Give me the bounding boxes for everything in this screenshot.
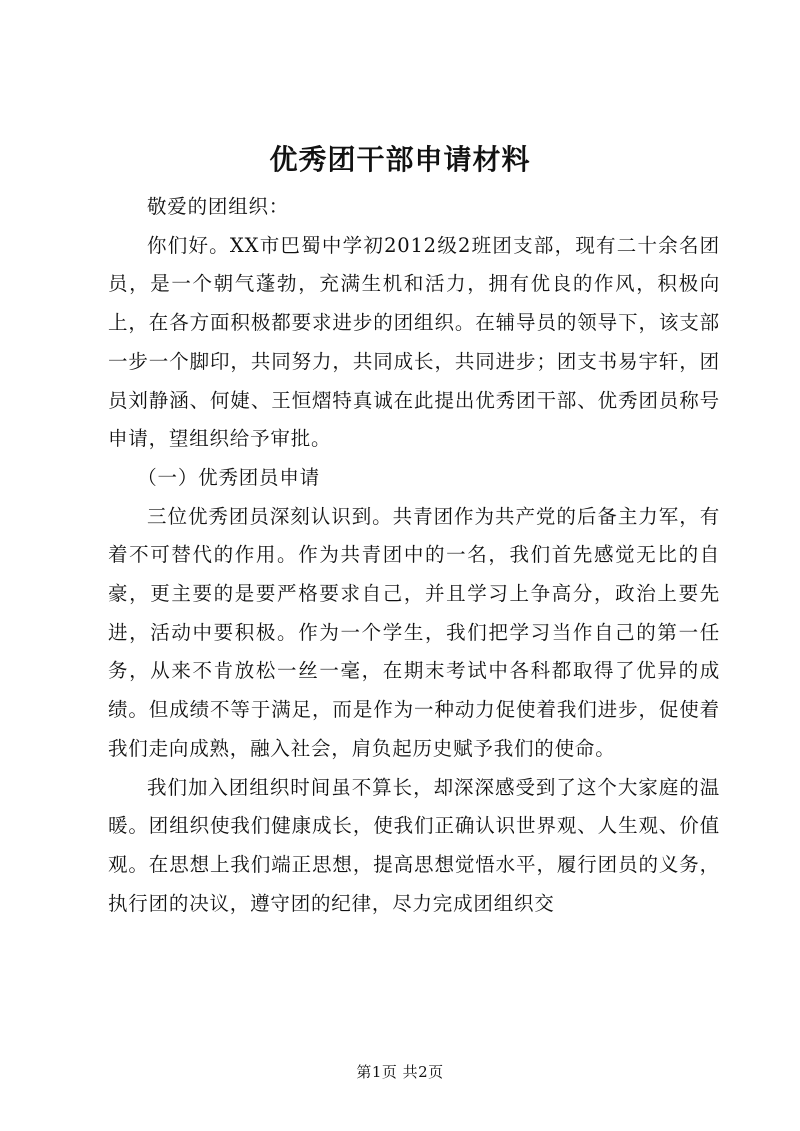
document-title: 优秀团干部申请材料: [269, 143, 531, 176]
body-paragraph: 我们加入团组织时间虽不算长，却深深感受到了这个大家庭的温暖。团组织使我们健康成长，使我们正确认识世界观、人生观、价值观。在思想上我们端正思想，提高思想觉悟水平，履行团员的义务，执行团的决议，遵守团的纪律，尽力完成团组织交: [108, 775, 720, 915]
section-heading: （一）优秀团员申请: [137, 465, 320, 489]
salutation: 敬爱的团组织：: [147, 195, 290, 218]
body-paragraph-intro: 你们好。XX市巴蜀中学初2012级2班团支部，现有二十余名团员，是一个朝气蓬勃，充满生机和活力，拥有优良的作风，积极向上，在各方面积极都要求进步的团组织。在辅导员的领导下，该支部一步一个脚印，共同努力，共同成长，共同进步；团支书易宇轩，团员刘静涵、何婕、王恒熠特真诚在此提出优秀团干部、优秀团员称号申请，望组织给予审批。: [108, 233, 720, 451]
body-paragraph: 三位优秀团员深刻认识到。共青团作为共产党的后备主力军，有着不可替代的作用。作为共青团中的一名，我们首先感觉无比的自豪，更主要的是要严格要求自己，并且学习上争高分，政治上要先进，活动中要积极。作为一个学生，我们把学习当作自己的第一任务，从来不肯放松一丝一毫，在期末考试中各科都取得了优异的成绩。但成绩不等于满足，而是作为一种动力促使着我们进步，促使着我们走向成熟，融入社会，肩负起历史赋予我们的使命。: [108, 504, 720, 760]
page-footer: 第1页 共2页: [356, 1063, 444, 1081]
document-body: [108, 188, 720, 923]
